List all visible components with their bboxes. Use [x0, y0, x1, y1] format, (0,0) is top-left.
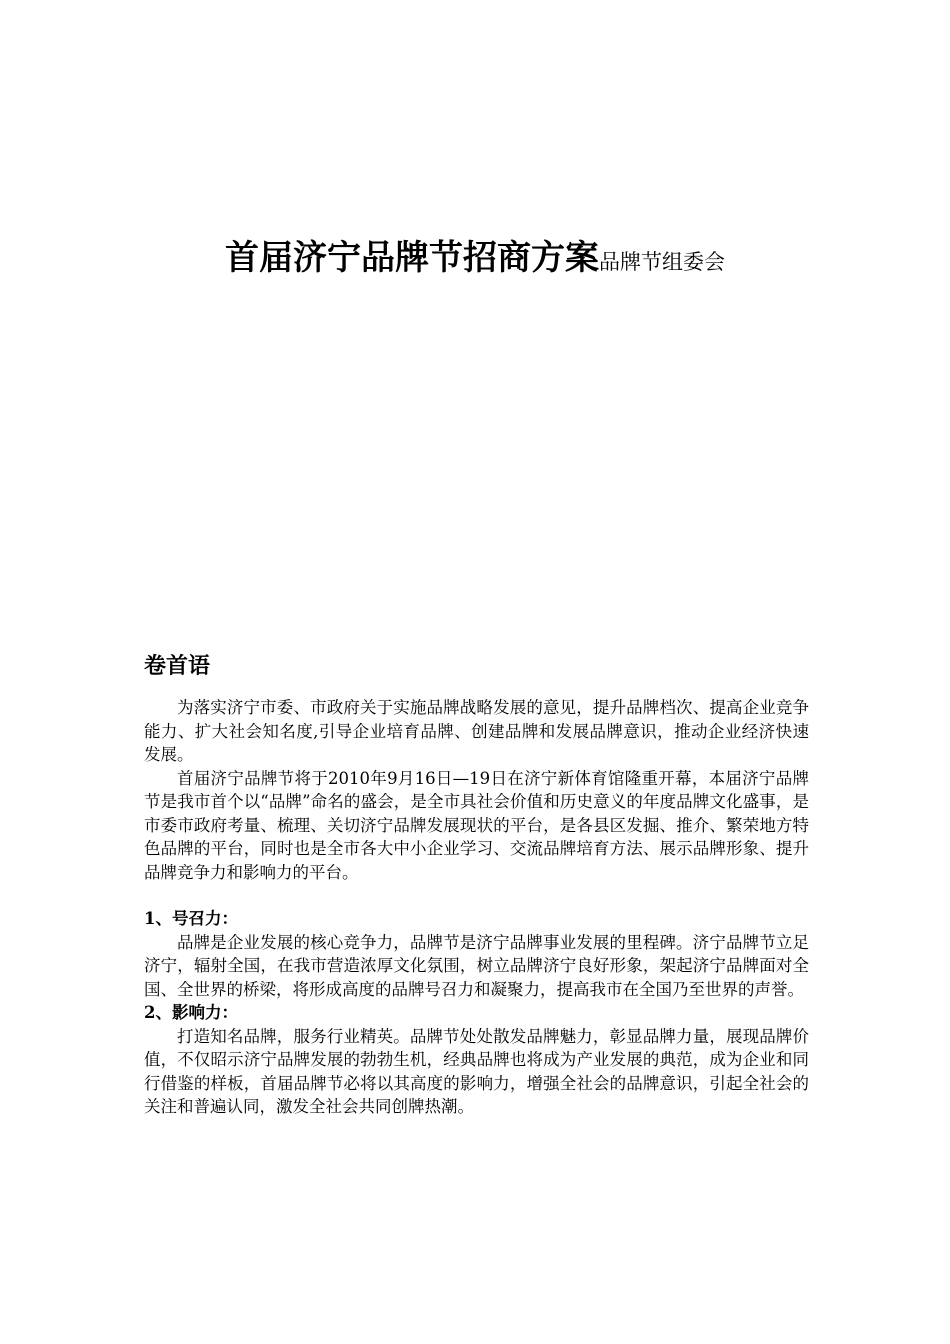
- title-main: 首届济宁品牌节招商方案: [225, 238, 599, 278]
- section-text-influence: 打造知名品牌，服务行业精英。品牌节处处散发品牌魅力，彰显品牌力量，展现品牌价值，不仅昭示济宁品牌发展的勃勃生机，经典品牌也将成为产业发展的典范，成为企业和同行借鉴的样板，首届品牌节必将以其高度的影响力，增强全社会的品牌意识，引起全社会的关注和普遍认同，激发全社会共同创牌热潮。: [144, 1026, 809, 1116]
- spacer: [144, 884, 809, 907]
- preface-heading: 卷首语: [144, 654, 211, 679]
- preface-paragraph-1: 为落实济宁市委、市政府关于实施品牌战略发展的意见，提升品牌档次、提高企业竞争能力、扩大社会知名度,引导企业培育品牌、创建品牌和发展品牌意识，推动企业经济快速发展。: [144, 698, 809, 764]
- document-title: [0, 230, 950, 279]
- document-body: [144, 652, 809, 1119]
- section-text-appeal: 品牌是企业发展的核心竞争力，品牌节是济宁品牌事业发展的里程碑。济宁品牌节立足济宁，辐射全国，在我市营造浓厚文化氛围，树立品牌济宁良好形象，架起济宁品牌面对全国、全世界的桥梁，将形成高度的品牌号召力和凝聚力，提高我市在全国乃至世界的声誉。: [144, 932, 809, 999]
- section-heading-appeal: 1、号召力：: [144, 909, 238, 928]
- section-heading-influence: 2、影响力：: [144, 1003, 238, 1022]
- title-organizer: 品牌节组委会: [599, 250, 725, 274]
- preface-paragraph-2: 首届济宁品牌节将于2010年9月16日—19日在济宁新体育馆隆重开幕，本届济宁品牌节是我市首个以“品牌”命名的盛会，是全市具社会价值和历史意义的年度品牌文化盛事，是市委市政府考量、梳理、关切济宁品牌发展现状的平台，是各县区发掘、推介、繁荣地方特色品牌的平台，同时也是全市各大中小企业学习、交流品牌培育方法、展示品牌形象、提升品牌竞争力和影响力的平台。: [144, 768, 809, 882]
